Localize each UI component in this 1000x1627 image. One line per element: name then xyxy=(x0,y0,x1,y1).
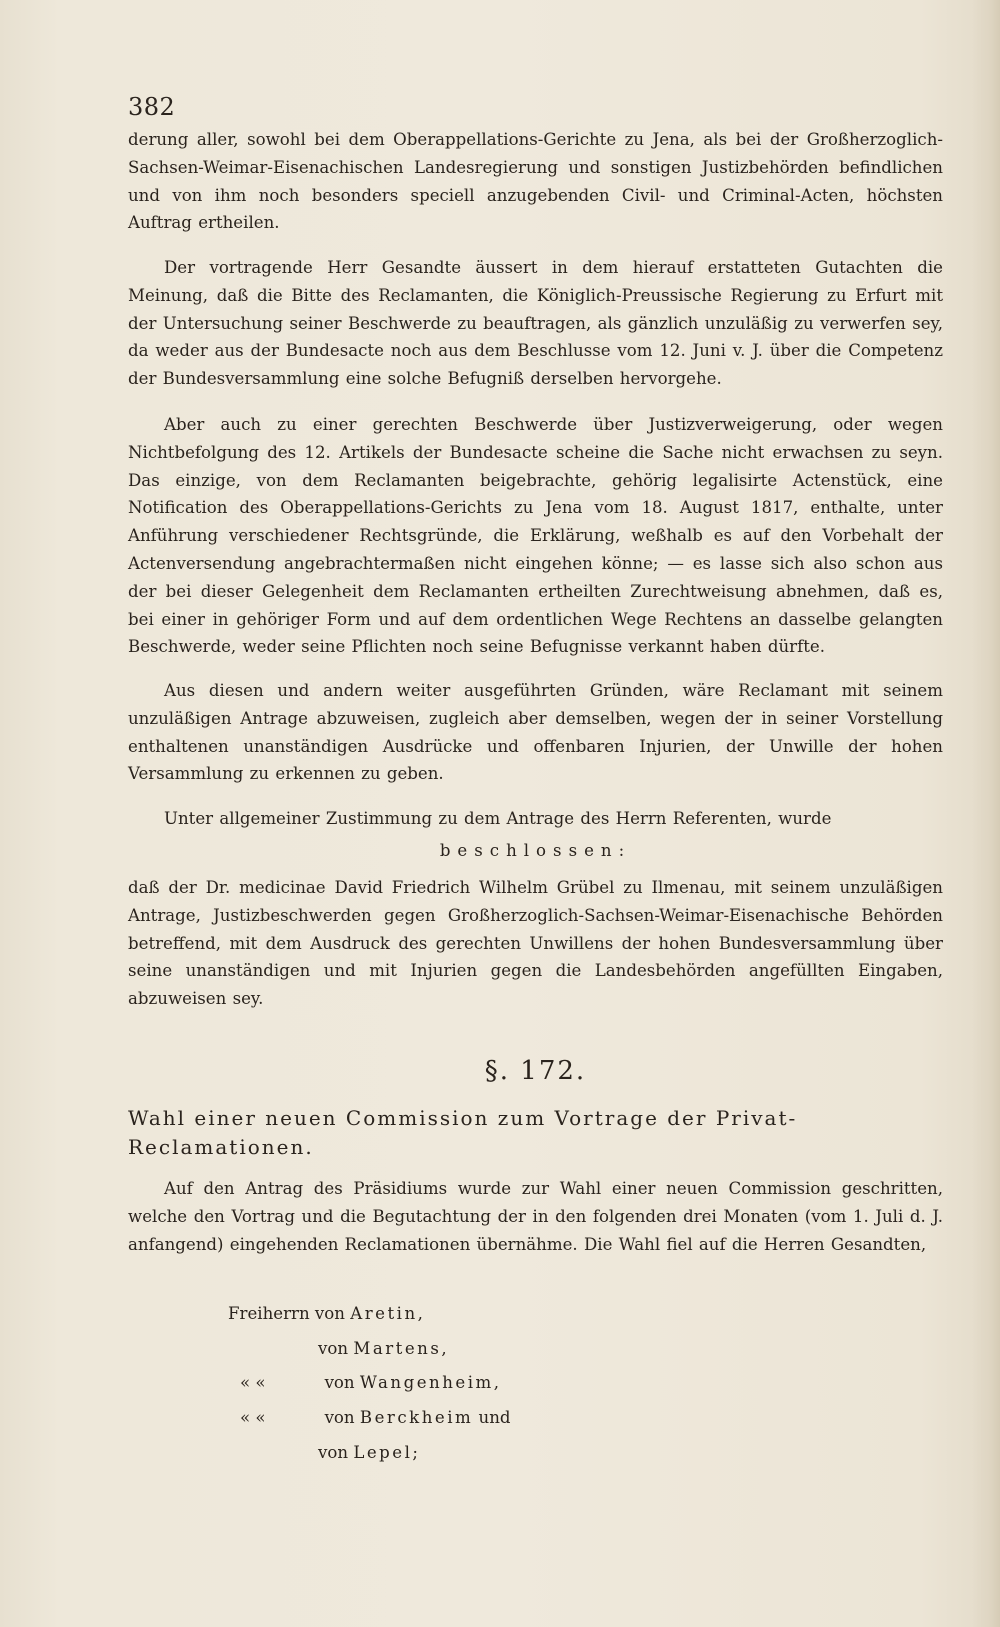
name-prefix: von xyxy=(318,1443,349,1462)
name-prefix: von xyxy=(324,1373,355,1392)
name-entry-wangenheim xyxy=(240,1369,502,1397)
decision-label: beschlossen: xyxy=(439,841,632,860)
paragraph-continuation: derung aller, sowohl bei dem Oberappellations-Gerichte zu Jena, als bei der Großherzoglich-Sachsen-Weimar-Eisenachischen Landesregierung und sonstigen Justizbehörden befindlichen und von ihm noch besonders speciell anzugebenden Civil- und Criminal-Acten, höchsten Auftrag ertheilen. xyxy=(128,130,943,233)
section-title: Wahl einer neuen Commission zum Vortrage der Privat-Reclamationen. xyxy=(128,1106,798,1159)
name-entry-martens xyxy=(318,1335,449,1363)
section-number: §. 172. xyxy=(484,1056,587,1086)
name-surname: Aretin, xyxy=(350,1304,426,1323)
name-prefix: von xyxy=(324,1408,355,1427)
name-entry-berckheim xyxy=(240,1404,511,1432)
name-surname: Lepel; xyxy=(353,1443,421,1462)
name-surname: Berckheim xyxy=(359,1408,474,1427)
page-number: 382 xyxy=(128,93,176,121)
paragraph-envoy-opinion: Der vortragende Herr Gesandte äussert in dem hierauf erstatteten Gutachten die Meinung, daß die Bitte des Reclamanten, die Königlich-Preussische Regierung zu Erfurt mit der Untersuchung seiner Beschwerde zu beauftragen, als gänzlich unzuläßig zu verwerfen sey, da weder aus der Bundesacte noch aus dem Beschlusse vom 12. Juni v. J. über die Competenz der Bundesversammlung eine solche Befugniß derselben hervorgehe. xyxy=(128,258,943,389)
ditto-marks: « « xyxy=(240,1373,266,1392)
name-prefix: Freiherrn von xyxy=(228,1304,345,1323)
name-surname: Wangenheim, xyxy=(359,1373,502,1392)
name-entry-aretin xyxy=(228,1300,425,1328)
name-surname: Martens, xyxy=(353,1339,450,1358)
name-conjunction: und xyxy=(478,1408,511,1427)
page-edge-shadow xyxy=(972,0,1000,1627)
paragraph-approval: Unter allgemeiner Zustimmung zu dem Antrage des Herrn Referenten, wurde xyxy=(164,809,832,828)
ditto-marks: « « xyxy=(240,1408,266,1427)
name-prefix: von xyxy=(318,1339,349,1358)
paragraph-reasons: Aus diesen und andern weiter ausgeführten Gründen, wäre Reclamant mit seinem unzuläßigen Antrage abzuweisen, zugleich aber demselben, wegen der in seiner Vorstellung enthaltenen unanständigen Ausdrücke und offenbaren Injurien, der Unwille der hohen Versammlung zu erkennen zu geben. xyxy=(128,681,943,784)
name-entry-lepel xyxy=(318,1439,421,1467)
paragraph-commission-election: Auf den Antrag des Präsidiums wurde zur Wahl einer neuen Commission geschritten, welche den Vortrag und die Begutachtung der in den folgenden drei Monaten (vom 1. Juli d. J. anfangend) eingehenden Reclamationen übernähme. Die Wahl fiel auf die Herren Gesandten, xyxy=(128,1179,943,1254)
paragraph-justice-refusal: Aber auch zu einer gerechten Beschwerde über Justizverweigerung, oder wegen Nichtbefolgung des 12. Artikels der Bundesacte scheine die Sache nicht erwachsen zu seyn. Das einzige, von dem Reclamanten beigebrachte, gehörig legalisirte Actenstück, eine Notification des Oberappellations-Gerichts zu Jena vom 18. August 1817, enthalte, unter Anführung verschiedener Rechtsgründe, die Erklärung, weßhalb es auf den Vorbehalt der Actenversendung angebrachtermaßen nicht eingehen könne; — es lasse sich also schon aus der bei dieser Gelegenheit dem Reclamanten ertheilten Zurechtweisung abnehmen, daß es, bei einer in gehöriger Form und auf dem ordentlichen Wege Rechtens an dasselbe gelangten Beschwerde, weder seine Pflichten noch seine Befugnisse verkannt haben dürfte. xyxy=(128,415,943,657)
paragraph-resolution: daß der Dr. medicinae David Friedrich Wilhelm Grübel zu Ilmenau, mit seinem unzuläßigen Antrage, Justizbeschwerden gegen Großherzoglich-Sachsen-Weimar-Eisenachische Behörden betreffend, mit dem Ausdruck des gerechten Unwillens der hohen Bundesversammlung über seine unanständigen und mit Injurien gegen die Landesbehörden angefüllten Eingaben, abzuweisen sey. xyxy=(128,878,943,1009)
